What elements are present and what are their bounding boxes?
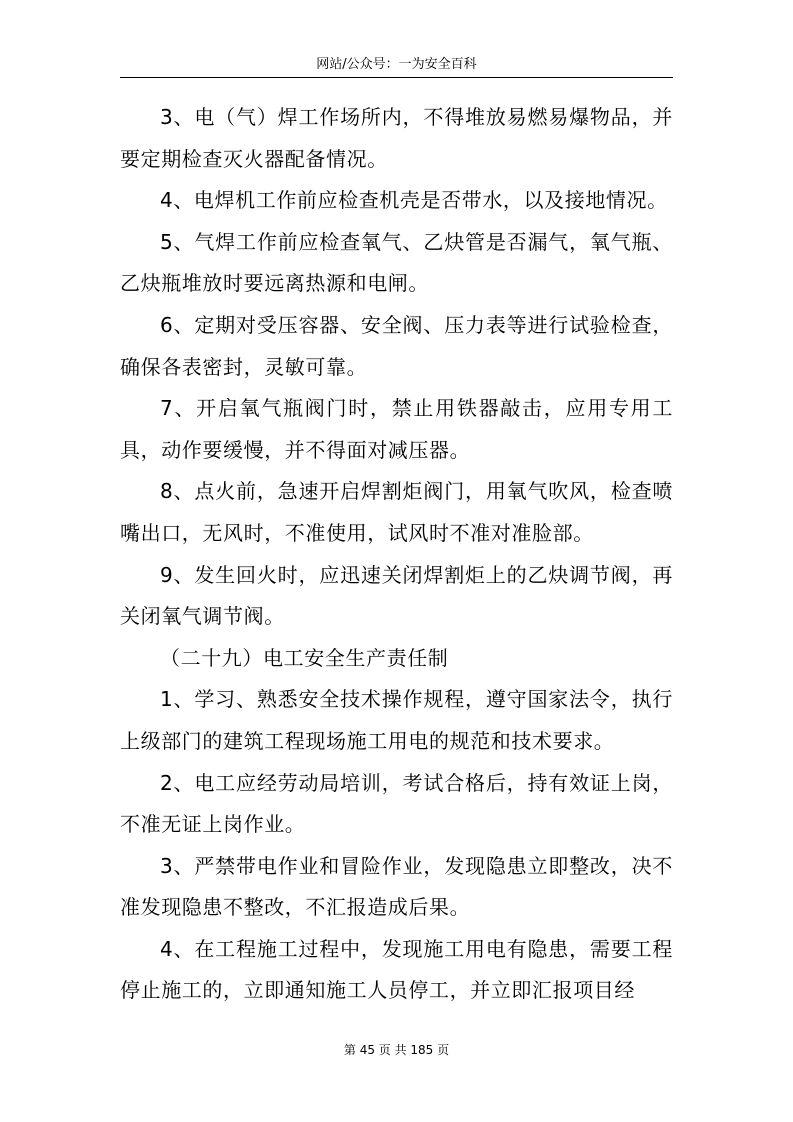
paragraph-7-oxygen-valve: 7、开启氧气瓶阀门时，禁止用铁器敲击，应用专用工具，动作要缓慢，并不得面对减压器。 [120, 396, 673, 462]
section-heading-29: （二十九）电工安全生产责任制 [160, 645, 449, 670]
paragraph-4-hazard-stop: 4、在工程施工过程中，发现施工用电有隐患，需要工程停止施工的，立即通知施工人员停工，并立即汇报项目经 [120, 936, 673, 1003]
paragraph-8-ignition: 8、点火前，急速开启焊割炬阀门，用氧气吹风，检查喷嘴出口，无风时，不准使用，试风时不准对准脸部。 [120, 479, 673, 545]
paragraph-9-backfire: 9、发生回火时，应迅速关闭焊割炬上的乙炔调节阀，再关闭氧气调节阀。 [120, 562, 673, 629]
paragraph-1-study-rules: 1、学习、熟悉安全技术操作规程，遵守国家法令，执行上级部门的建筑工程现场施工用电的规范和技术要求。 [120, 687, 673, 753]
page-number: 第 45 页 共 185 页 [343, 1043, 450, 1057]
paragraph-6-pressure-vessel: 6、定期对受压容器、安全阀、压力表等进行试验检查，确保各表密封，灵敏可靠。 [120, 312, 673, 379]
page-footer [0, 1042, 793, 1058]
paragraph-5-gas-welding-check: 5、气焊工作前应检查氧气、乙炔管是否漏气，氧气瓶、乙炔瓶堆放时要远离热源和电闸。 [120, 229, 673, 296]
paragraph-2-certification: 2、电工应经劳动局培训，考试合格后，持有效证上岗，不准无证上岗作业。 [120, 770, 673, 837]
site-label: 网站/公众号：一为安全百科 [316, 57, 477, 72]
paragraph-3-no-live-work: 3、严禁带电作业和冒险作业，发现隐患立即整改，决不准发现隐患不整改，不汇报造成后果。 [120, 853, 673, 920]
paragraph-3-welding-site: 3、电（气）焊工作场所内，不得堆放易燃易爆物品，并要定期检查灭火器配备情况。 [120, 105, 673, 171]
paragraph-4-welder-check: 4、电焊机工作前应检查机壳是否带水，以及接地情况。 [160, 188, 668, 213]
document-body [120, 97, 673, 1012]
page-header [120, 56, 673, 74]
header-divider [120, 77, 673, 78]
